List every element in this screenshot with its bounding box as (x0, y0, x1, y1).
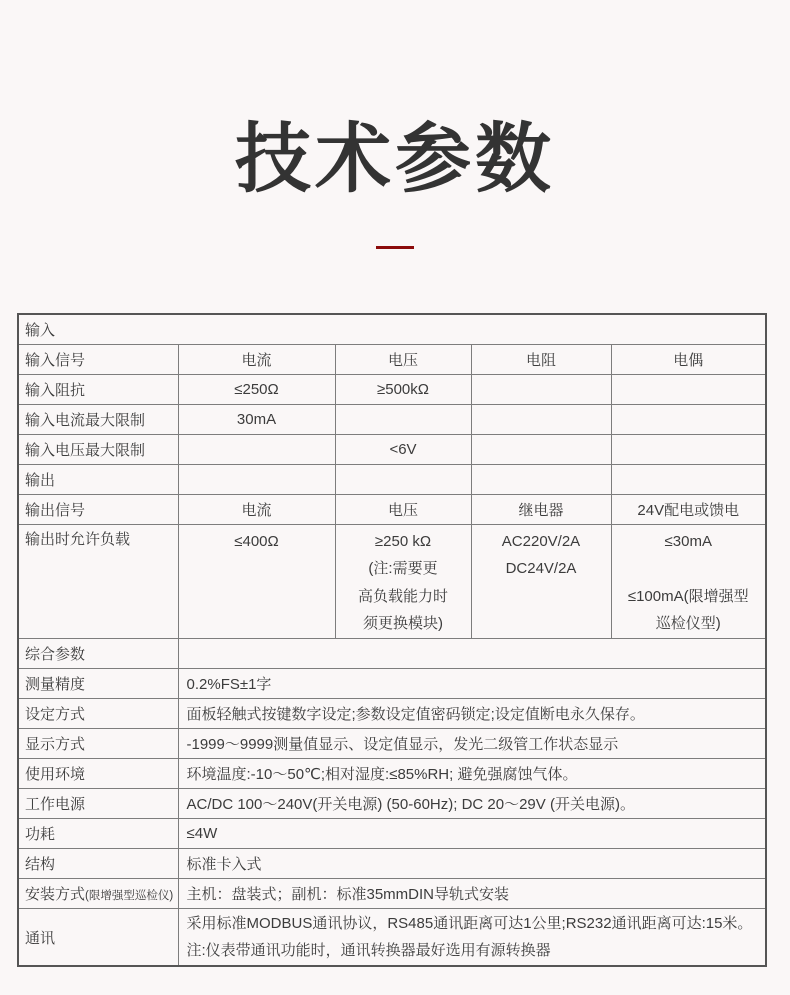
spec-table (17, 313, 767, 968)
cell-thermocouple (611, 404, 766, 434)
cell-line: ≤100mA(限增强型 (627, 587, 749, 605)
col-header-resistance: 电阻 (471, 344, 611, 374)
table-row-environment (18, 759, 766, 789)
table-row-output-section (18, 464, 766, 494)
cell-empty (178, 464, 335, 494)
cell-line: ≤400Ω (234, 532, 279, 550)
cell-line: AC220V/2A (501, 532, 581, 550)
row-label: 输出信号 (18, 494, 178, 524)
table-row-input-section (18, 314, 766, 345)
row-label: 工作电源 (18, 789, 178, 819)
cell-empty (611, 464, 766, 494)
table-row-input-max-voltage (18, 434, 766, 464)
row-label: 输入信号 (18, 344, 178, 374)
table-row-input-max-current (18, 404, 766, 434)
col-header-voltage: 电压 (335, 344, 471, 374)
table-row-display-method (18, 729, 766, 759)
row-label: 输入阻抗 (18, 374, 178, 404)
table-row-power-consumption (18, 819, 766, 849)
row-label: 通讯 (18, 909, 178, 967)
cell-line: 高负载能力时 (357, 587, 448, 605)
cell-thermocouple (611, 434, 766, 464)
cell-empty (178, 639, 766, 669)
table-row-power-supply (18, 789, 766, 819)
row-label: 设定方式 (18, 699, 178, 729)
row-label: 输入电流最大限制 (18, 404, 178, 434)
table-row-general-section (18, 639, 766, 669)
row-label: 测量精度 (18, 669, 178, 699)
col-header-current: 电流 (178, 344, 335, 374)
cell-thermocouple (611, 374, 766, 404)
table-row-setting-method (18, 699, 766, 729)
cell-current (178, 524, 335, 639)
page-title: 技术参数 (235, 117, 555, 202)
cell-current (178, 434, 335, 464)
cell-line: 巡检仪型) (655, 615, 721, 632)
cell-current: 30mA (178, 404, 335, 434)
table-row-output-signal (18, 494, 766, 524)
row-value: -1999～9999测量值显示、设定值显示，发光二级管工作状态显示 (178, 729, 766, 759)
cell-resistance (471, 404, 611, 434)
row-value: 0.2%FS±1字 (178, 669, 766, 699)
cell-voltage: ≥500kΩ (335, 374, 471, 404)
cell-line (620, 555, 758, 582)
cell-line: (注:需要更 (368, 560, 438, 578)
row-value: 环境温度:-10～50℃;相对湿度:≤85%RH; 避免强腐蚀气体。 (178, 759, 766, 789)
row-label: 输出时允许负载 (18, 524, 178, 639)
cell-voltage (335, 524, 471, 639)
col-header-thermocouple: 电偶 (611, 344, 766, 374)
cell-voltage: <6V (335, 434, 471, 464)
row-value: AC/DC 100～240V(开关电源) (50-60Hz); DC 20～29V (开关电源)。 (178, 789, 766, 819)
cell-line: 须更换模块) (363, 615, 443, 633)
cell-voltage (335, 404, 471, 434)
cell-empty (335, 464, 471, 494)
col-header-current: 电流 (178, 494, 335, 524)
row-value: 标准卡入式 (178, 849, 766, 879)
row-label: 输入电压最大限制 (18, 434, 178, 464)
title-divider (376, 246, 414, 249)
col-header-24v-power: 24V配电或馈电 (611, 494, 766, 524)
table-row-accuracy (18, 669, 766, 699)
table-row-communication (18, 909, 766, 967)
comm-line-2: 注:仪表带通讯功能时，通讯转换器最好选用有源转换器 (186, 942, 551, 960)
table-row-mounting (18, 879, 766, 909)
cell-24v-power (611, 524, 766, 639)
comm-line-1: 采用标准MODBUS通讯协议，RS485通讯距离可达1公里;RS232通讯距离可达:15米。 (186, 915, 753, 933)
row-value: 主机：盘装式；副机：标准35mmDIN导轨式安装 (178, 879, 766, 909)
cell-resistance (471, 374, 611, 404)
row-label-text: 安装方式 (25, 886, 86, 904)
cell-resistance (471, 434, 611, 464)
row-label: 结构 (18, 849, 178, 879)
cell-line: ≤30mA (664, 532, 712, 550)
table-row-input-impedance (18, 374, 766, 404)
col-header-relay: 继电器 (471, 494, 611, 524)
cell-empty (471, 464, 611, 494)
col-header-voltage: 电压 (335, 494, 471, 524)
row-value: 面板轻触式按键数字设定;参数设定值密码锁定;设定值断电永久保存。 (178, 699, 766, 729)
row-label: 显示方式 (18, 729, 178, 759)
row-value: ≤4W (178, 819, 766, 849)
table-row-output-load (18, 524, 766, 639)
row-label (18, 879, 178, 909)
cell-current: ≤250Ω (178, 374, 335, 404)
cell-line: ≥250 kΩ (374, 532, 432, 550)
section-header-general: 综合参数 (18, 639, 178, 669)
table-row-structure (18, 849, 766, 879)
cell-relay (471, 524, 611, 639)
row-label: 功耗 (18, 819, 178, 849)
row-value (178, 909, 766, 967)
section-header-input: 输入 (18, 314, 766, 345)
table-row-input-signal (18, 344, 766, 374)
cell-line: DC24V/2A (505, 560, 577, 578)
section-header-output: 输出 (18, 464, 178, 494)
row-label: 使用环境 (18, 759, 178, 789)
row-label-note: (限增强型巡检仪) (85, 890, 174, 903)
